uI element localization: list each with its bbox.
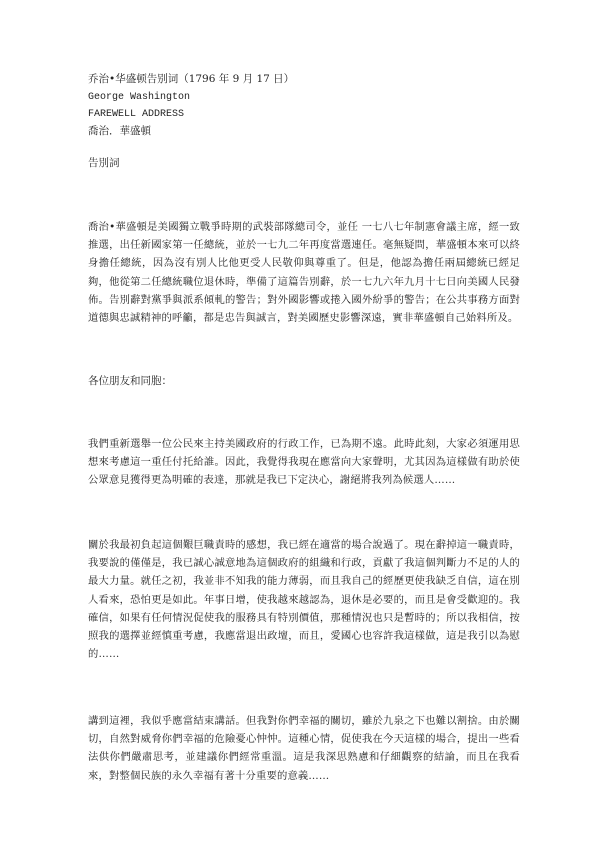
english-name: George Washington xyxy=(88,92,191,103)
section-heading: 告別詞 xyxy=(88,157,120,169)
salutation: 各位朋友和同胞： xyxy=(88,375,172,387)
body-paragraph-2: 關於我最初負起這個艱巨職責時的感想，我已經在適當的場合說過了。現在辭掉這一職責時，我要說的僅僅是，我已誠心誠意地為這個政府的組織和行政，貢獻了我這個判斷力不足的人的最大力量。就任之初，我並非不知我的能力薄弱，而且我自己的經歷更使我缺乏自信，這在別人看來，恐怕更是如此。年事日增，使我越來越認為，退休是必要的，而且是會受歡迎的。我確信，如果有任何情況促使我的服務具有特別價值，那種情況也只是暫時的；所以我相信，按照我的選擇並經慎重考慮，我應當退出政壇，而且，愛國心也容許我這樣做，這是我引以為慰的…… xyxy=(88,539,520,661)
traditional-name: 喬治．華盛頓 xyxy=(88,125,151,137)
body-paragraph-3: 講到這裡，我似乎應當結束講話。但我對你們幸福的關切，雖於九泉之下也難以割捨。由於關切，自然對威脅你們幸福的危險憂心忡忡。這種心情，促使我在今天這樣的場合，提出一些看法供你們嚴肅思考，並建議你們經常重溫。這是我深思熟慮和仔細觀察的結論，而且在我看來，對整個民族的永久幸福有著十分重要的意義…… xyxy=(88,715,520,782)
body-paragraph-1: 我們重新選舉一位公民來主持美國政府的行政工作，已為期不遠。此時此刻，大家必須運用思想來考慮這一重任付托給誰。因此，我覺得我現在應當向大家聲明，尤其因為這樣做有助於使公眾意見獲得更為明確的表達，那就是我已下定決心，謝絕將我列為候選人…… xyxy=(88,438,520,487)
intro-paragraph: 喬治•華盛頓是美國獨立戰爭時期的武裝部隊總司令，並任 一七八七年制憲會議主席，經一致推選，出任新國家第一任總統，並於一七九二年再度當選連任。毫無疑問，華盛頓本來可以終身擔任總統，因為沒有別人比他更受人民敬仰與尊重了。但是，他認為擔任兩屆總統已經足夠，他從第二任總統職位退休時，準備了這篇告別辭，於一七九六年九月十七日向美國人民發佈。告別辭對黨爭與派系傾軋的警告；對外國影響或捲入國外紛爭的警告；在公共事務方面對道德與忠誠精神的呼籲，都是忠告與誠言，對美國歷史影響深遠，實非華盛頓自己始料所及。 xyxy=(88,221,520,325)
english-title: FAREWELL ADDRESS xyxy=(88,109,185,120)
title-line: 乔治•华盛顿告别词（1796 年 9 月 17 日） xyxy=(88,73,295,85)
